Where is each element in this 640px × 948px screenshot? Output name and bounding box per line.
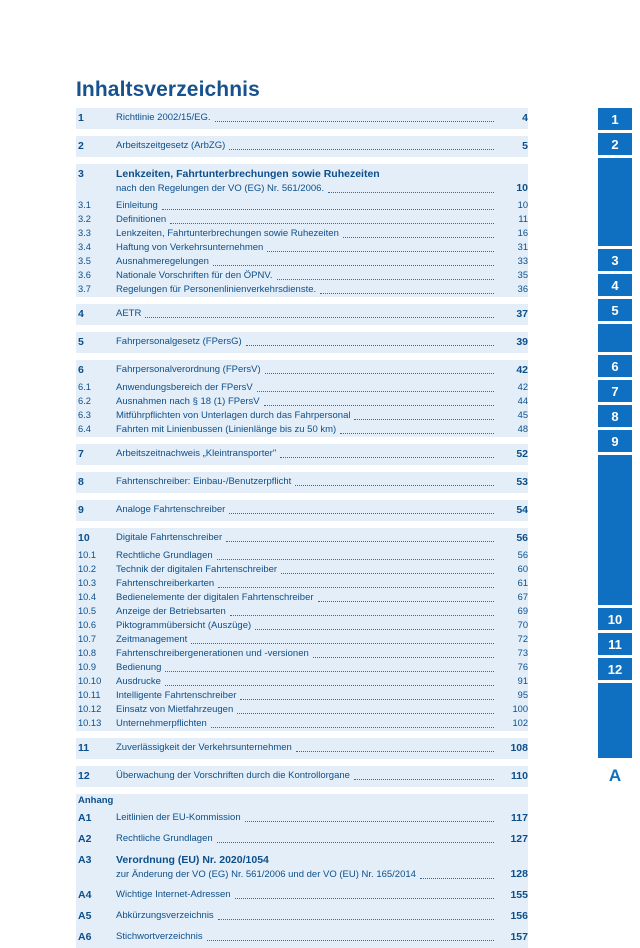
toc-title-line — [116, 199, 498, 213]
toc-title-line — [116, 605, 498, 619]
toc-title: Unternehmerpflichten — [116, 718, 207, 729]
toc-page-number: 52 — [516, 448, 528, 460]
toc-page-number: 110 — [511, 770, 528, 782]
toc-page-number: 100 — [512, 704, 528, 714]
toc-page-number: 16 — [517, 228, 528, 238]
toc-title-line — [116, 111, 498, 125]
toc-title-line — [116, 213, 498, 227]
toc-title: Anzeige der Betriebsarten — [116, 606, 226, 617]
leader-dots — [264, 405, 494, 406]
chapter-tab-9[interactable]: 9 — [598, 430, 632, 452]
toc-entry-9[interactable] — [76, 500, 528, 521]
toc-number: 3.4 — [78, 242, 91, 252]
toc-title-line — [116, 563, 498, 577]
leader-dots — [265, 373, 494, 374]
toc-entry-10-6[interactable] — [76, 619, 528, 633]
leader-dots — [207, 940, 494, 941]
page-title: Inhaltsverzeichnis — [76, 78, 260, 101]
toc-page-number: 72 — [517, 634, 528, 644]
toc-title-line — [116, 703, 498, 717]
spacer — [76, 437, 528, 444]
toc-entry-7[interactable] — [76, 444, 528, 465]
toc-number: 6 — [78, 364, 84, 376]
toc-title-line — [116, 930, 498, 944]
toc-title-line — [116, 853, 498, 882]
toc-title-line — [116, 335, 498, 349]
leader-dots — [215, 121, 494, 122]
toc-title: Definitionen — [116, 214, 167, 225]
toc-title: Arbeitszeitnachweis „Kleintransporter" — [116, 448, 277, 459]
leader-dots — [240, 699, 494, 700]
toc-page-number: 10 — [516, 182, 528, 194]
leader-dots — [340, 433, 494, 434]
toc-number: 10.13 — [78, 718, 102, 728]
toc-number: A6 — [78, 931, 92, 943]
leader-dots — [211, 727, 494, 728]
leader-dots — [245, 821, 494, 822]
leader-dots — [235, 898, 494, 899]
toc-title: Ausdrucke — [116, 676, 161, 687]
toc-page-number: 157 — [510, 931, 528, 943]
toc-entry-10-11[interactable] — [76, 689, 528, 703]
toc-title-line — [116, 888, 498, 902]
toc-page-number: 70 — [517, 620, 528, 630]
toc-title: Bedienung — [116, 662, 162, 673]
toc-page-number: 11 — [518, 214, 528, 224]
toc-title: Wichtige Internet-Adressen — [116, 889, 231, 900]
leader-dots — [191, 643, 494, 644]
toc-number: 3.1 — [78, 200, 91, 210]
toc-entry-11[interactable] — [76, 738, 528, 759]
toc-entry-10-12[interactable] — [76, 703, 528, 717]
toc-page-number: 54 — [516, 504, 528, 516]
toc-number: A5 — [78, 910, 92, 922]
leader-dots — [165, 685, 494, 686]
toc-entry-a3[interactable] — [76, 850, 528, 885]
toc-title: Richtlinie 2002/15/EG. — [116, 112, 211, 123]
chapter-tab-10[interactable]: 10 — [598, 608, 632, 630]
toc-page-number: 73 — [517, 648, 528, 658]
toc-title: Analoge Fahrtenschreiber — [116, 504, 226, 515]
toc-entry-a6[interactable] — [76, 927, 528, 948]
toc-number: 10.12 — [78, 704, 102, 714]
leader-dots — [218, 587, 494, 588]
leader-dots — [213, 265, 494, 266]
toc-title-line — [116, 283, 498, 297]
toc-number: 5 — [78, 336, 84, 348]
toc-entry-a1[interactable] — [76, 808, 528, 829]
toc-page-number: 108 — [510, 742, 528, 754]
toc-entry-10[interactable] — [76, 528, 528, 549]
toc-title: Regelungen für Personenlinienverkehrsdienste. — [116, 284, 317, 295]
leader-dots — [320, 293, 494, 294]
toc-page-number: 67 — [517, 592, 528, 602]
leader-dots — [296, 751, 494, 752]
chapter-tab-strip — [598, 108, 632, 794]
toc-number: 10.10 — [78, 676, 102, 686]
toc-entry-6-1[interactable] — [76, 381, 528, 395]
spacer — [76, 493, 528, 500]
toc-title: Lenkzeiten, Fahrtunterbrechungen sowie Ruhezeiten — [116, 168, 380, 180]
toc-number: 1 — [78, 112, 84, 124]
toc-title-line — [116, 531, 498, 545]
toc-title: Fahrtenschreiberkarten — [116, 578, 215, 589]
toc-title: Abkürzungsverzeichnis — [116, 910, 214, 921]
leader-dots — [343, 237, 494, 238]
toc-title: AETR — [116, 308, 142, 319]
spacer — [76, 353, 528, 360]
toc-title: Einsatz von Mietfahrzeugen — [116, 704, 234, 715]
toc-number: 10 — [78, 532, 90, 544]
toc-entry-10-2[interactable] — [76, 563, 528, 577]
toc-title-line — [116, 549, 498, 563]
toc-entry-10-1[interactable] — [76, 549, 528, 563]
leader-dots — [295, 485, 494, 486]
toc-number: 6.1 — [78, 382, 91, 392]
chapter-tab-12[interactable]: 12 — [598, 658, 632, 680]
toc-entry-10-9[interactable] — [76, 661, 528, 675]
appendix-section — [76, 794, 528, 948]
toc-title-line — [116, 577, 498, 591]
toc-entry-10-3[interactable] — [76, 577, 528, 591]
toc-page-number: 117 — [511, 812, 528, 824]
toc-number: 10.11 — [78, 690, 101, 700]
toc-entry-a5[interactable] — [76, 906, 528, 927]
toc-page-number: 128 — [510, 868, 528, 880]
toc-title-line — [116, 619, 498, 633]
toc-number: 3 — [78, 168, 84, 180]
chapter-tab-6[interactable]: 6 — [598, 355, 632, 377]
toc-title: Verordnung (EU) Nr. 2020/1054 — [116, 854, 269, 866]
toc-entry-a2[interactable] — [76, 829, 528, 850]
toc-title: Überwachung der Vorschriften durch die Kontrollorgane — [116, 770, 350, 781]
spacer — [76, 297, 528, 304]
toc-entry-10-10[interactable] — [76, 675, 528, 689]
chapter-tab-7[interactable]: 7 — [598, 380, 632, 402]
leader-dots — [237, 713, 494, 714]
leader-dots — [230, 615, 494, 616]
toc-number: 4 — [78, 308, 84, 320]
toc-title-line — [116, 811, 498, 825]
toc-title-line — [116, 475, 498, 489]
toc-number: 10.3 — [78, 578, 97, 588]
toc-title-line — [116, 717, 498, 731]
toc-entry-1[interactable] — [76, 108, 528, 129]
leader-dots — [217, 842, 494, 843]
toc-title: Fahrpersonalgesetz (FPersG) — [116, 336, 242, 347]
toc-number: 3.7 — [78, 284, 91, 294]
toc-title: Lenkzeiten, Fahrtunterbrechungen sowie Ruhezeiten — [116, 228, 339, 239]
toc-page-number: 39 — [516, 336, 528, 348]
toc-page-number: 10 — [517, 200, 528, 210]
toc-page-number: 155 — [510, 889, 528, 901]
leader-dots — [145, 317, 494, 318]
toc-page-number: 45 — [517, 410, 528, 420]
toc-entry-10-13[interactable] — [76, 717, 528, 731]
leader-dots — [255, 629, 494, 630]
toc-title-line — [116, 741, 498, 755]
toc-page-number: 31 — [517, 242, 528, 252]
toc-title: Fahrtenschreiber: Einbau-/Benutzerpflicht — [116, 476, 292, 487]
toc-entry-3-3[interactable] — [76, 227, 528, 241]
leader-dots — [313, 657, 494, 658]
toc-title-line — [116, 832, 498, 846]
toc-title-line — [116, 909, 498, 923]
leader-dots — [246, 345, 494, 346]
leader-dots — [354, 779, 494, 780]
toc-title-line — [116, 447, 498, 461]
toc-number: 3.6 — [78, 270, 91, 280]
spacer — [76, 731, 528, 738]
spacer — [76, 325, 528, 332]
toc-entry-3-1[interactable] — [76, 199, 528, 213]
toc-number: 8 — [78, 476, 84, 488]
toc-number: 3.3 — [78, 228, 91, 238]
chapter-tab-a[interactable]: A — [598, 761, 632, 791]
toc-title-line — [116, 139, 498, 153]
toc-title: Haftung von Verkehrsunternehmen — [116, 242, 264, 253]
toc-page-number: 61 — [517, 578, 528, 588]
toc-title-line — [116, 269, 498, 283]
toc-entry-3-4[interactable] — [76, 241, 528, 255]
toc-entry-12[interactable] — [76, 766, 528, 787]
toc-title-line — [116, 633, 498, 647]
chapter-tab-4[interactable]: 4 — [598, 274, 632, 296]
toc-number: 6.4 — [78, 424, 91, 434]
toc-entry-5[interactable] — [76, 332, 528, 353]
toc-title: Intelligente Fahrtenschreiber — [116, 690, 237, 701]
spacer — [76, 521, 528, 528]
chapter-tab-filler-2 — [598, 324, 632, 352]
toc-title-line — [116, 423, 498, 437]
toc-title-line — [116, 255, 498, 269]
toc-title-line — [116, 307, 498, 321]
leader-dots — [267, 251, 494, 252]
toc-title: Nationale Vorschriften für den ÖPNV. — [116, 270, 273, 281]
toc-page-number: 5 — [522, 140, 528, 152]
toc-entry-a4[interactable] — [76, 885, 528, 906]
leader-dots — [354, 419, 494, 420]
toc-title: Fahrpersonalverordnung (FPersV) — [116, 364, 261, 375]
toc-entry-10-7[interactable] — [76, 633, 528, 647]
leader-dots — [229, 149, 494, 150]
leader-dots — [229, 513, 494, 514]
toc-title-line — [116, 409, 498, 423]
toc-entry-6-3[interactable] — [76, 409, 528, 423]
toc-title: Zuverlässigkeit der Verkehrsunternehmen — [116, 742, 292, 753]
toc-entry-10-8[interactable] — [76, 647, 528, 661]
toc-title: Fahrten mit Linienbussen (Linienlänge bis zu 50 km) — [116, 424, 337, 435]
toc-entry-3-5[interactable] — [76, 255, 528, 269]
toc-title-line — [116, 227, 498, 241]
chapter-tab-1[interactable]: 1 — [598, 108, 632, 130]
toc-page-number: 95 — [517, 690, 528, 700]
chapter-tab-11[interactable]: 11 — [598, 633, 632, 655]
chapter-tab-filler-1 — [598, 158, 632, 246]
toc-number: 11 — [78, 742, 90, 754]
toc-entry-10-5[interactable] — [76, 605, 528, 619]
toc-title-line — [116, 241, 498, 255]
toc-title: Rechtliche Grundlagen — [116, 833, 213, 844]
toc-entry-6-2[interactable] — [76, 395, 528, 409]
toc-title-line — [116, 769, 498, 783]
toc-page-number: 36 — [517, 284, 528, 294]
toc-page-number: 56 — [517, 550, 528, 560]
toc-entry-10-4[interactable] — [76, 591, 528, 605]
toc-entry-6[interactable] — [76, 360, 528, 381]
spacer — [76, 129, 528, 136]
toc-number: 2 — [78, 140, 84, 152]
toc-page-number: 53 — [516, 476, 528, 488]
toc-page-number: 35 — [517, 270, 528, 280]
toc-entry-6-4[interactable] — [76, 423, 528, 437]
toc-title: Ausnahmeregelungen — [116, 256, 209, 267]
toc-title-line — [116, 591, 498, 605]
toc-title-line — [116, 381, 498, 395]
leader-dots — [281, 573, 494, 574]
spacer — [76, 787, 528, 794]
toc-page-number: 69 — [517, 606, 528, 616]
toc-title: Einleitung — [116, 200, 158, 211]
toc-number: 10.5 — [78, 606, 97, 616]
leader-dots — [162, 209, 494, 210]
toc-entry-3-6[interactable] — [76, 269, 528, 283]
toc-page-number: 91 — [517, 676, 528, 686]
toc-title: Fahrtenschreibergenerationen und -versionen — [116, 648, 309, 659]
toc-number: 10.9 — [78, 662, 97, 672]
toc-title: Mitführpflichten von Unterlagen durch das Fahrpersonal — [116, 410, 351, 421]
toc-title-line — [116, 661, 498, 675]
toc-page-number: 42 — [516, 364, 528, 376]
toc-number: 9 — [78, 504, 84, 516]
toc-page-number: 4 — [522, 112, 528, 124]
toc-title: Piktogrammübersicht (Auszüge) — [116, 620, 252, 631]
toc-title: Bedienelemente der digitalen Fahrtenschreiber — [116, 592, 314, 603]
chapter-tab-filler-3 — [598, 455, 632, 605]
leader-dots — [277, 279, 495, 280]
spacer — [76, 759, 528, 766]
toc-number: 10.7 — [78, 634, 97, 644]
leader-dots — [218, 919, 494, 920]
spacer — [76, 465, 528, 472]
toc-title-line — [116, 395, 498, 409]
chapter-tab-3[interactable]: 3 — [598, 249, 632, 271]
toc-title: Technik der digitalen Fahrtenschreiber — [116, 564, 278, 575]
toc-entry-8[interactable] — [76, 472, 528, 493]
toc-number: 10.6 — [78, 620, 97, 630]
toc-page-number: 156 — [510, 910, 528, 922]
leader-dots — [257, 391, 494, 392]
toc-number: 3.5 — [78, 256, 91, 266]
toc-page-number: 56 — [516, 532, 528, 544]
toc-title-cont: zur Änderung der VO (EG) Nr. 561/2006 und der VO (EU) Nr. 165/2014 — [116, 869, 416, 880]
toc-page-number: 44 — [517, 396, 528, 406]
toc-title: Anwendungsbereich der FPersV — [116, 382, 253, 393]
toc-number: 6.2 — [78, 396, 91, 406]
chapter-tab-5[interactable]: 5 — [598, 299, 632, 321]
toc-number: A1 — [78, 812, 92, 824]
toc-title-line — [116, 167, 498, 196]
toc-title-line — [116, 503, 498, 517]
toc-number: 10.8 — [78, 648, 97, 658]
toc-title: Rechtliche Grundlagen — [116, 550, 213, 561]
toc-entry-3[interactable] — [76, 164, 528, 199]
toc-number: A4 — [78, 889, 92, 901]
leader-dots — [420, 878, 494, 879]
leader-dots — [217, 559, 494, 560]
toc-number: 12 — [78, 770, 90, 782]
toc-title: Stichwortverzeichnis — [116, 931, 203, 942]
toc-title-cont: nach den Regelungen der VO (EG) Nr. 561/2006. — [116, 183, 325, 194]
toc-page-number: 60 — [517, 564, 528, 574]
toc-title: Leitlinien der EU-Kommission — [116, 812, 241, 823]
toc-entry-3-7[interactable] — [76, 283, 528, 297]
leader-dots — [318, 601, 494, 602]
toc-page-number: 42 — [517, 382, 528, 392]
toc-number: 10.1 — [78, 550, 97, 560]
toc-title: Digitale Fahrtenschreiber — [116, 532, 223, 543]
toc-title-line — [116, 689, 498, 703]
toc-entry-3-2[interactable] — [76, 213, 528, 227]
leader-dots — [170, 223, 494, 224]
toc-page-number: 33 — [517, 256, 528, 266]
leader-dots — [165, 671, 494, 672]
toc-number: A2 — [78, 833, 92, 845]
leader-dots — [226, 541, 494, 542]
toc-number: 7 — [78, 448, 84, 460]
chapter-tab-filler-4 — [598, 683, 632, 758]
toc-title: Arbeitszeitgesetz (ArbZG) — [116, 140, 226, 151]
toc-number: 10.2 — [78, 564, 97, 574]
leader-dots — [280, 457, 494, 458]
toc-title-line — [116, 675, 498, 689]
toc-entry-2[interactable] — [76, 136, 528, 157]
toc-number: 3.2 — [78, 214, 91, 224]
appendix-heading: Anhang — [78, 795, 114, 806]
toc-number: 10.4 — [78, 592, 97, 602]
toc-number: 6.3 — [78, 410, 91, 420]
toc-title-line — [116, 647, 498, 661]
toc-page-number: 102 — [512, 718, 528, 728]
chapter-tab-8[interactable]: 8 — [598, 405, 632, 427]
chapter-tab-2[interactable]: 2 — [598, 133, 632, 155]
toc-number: A3 — [78, 854, 92, 866]
toc-page-number: 127 — [510, 833, 528, 845]
spacer — [76, 157, 528, 164]
table-of-contents — [76, 108, 528, 948]
leader-dots — [328, 192, 494, 193]
toc-page-number: 48 — [517, 424, 528, 434]
toc-title-line — [116, 363, 498, 377]
toc-title: Zeitmanagement — [116, 634, 188, 645]
toc-page-number: 37 — [516, 308, 528, 320]
toc-page-number: 76 — [517, 662, 528, 672]
toc-title: Ausnahmen nach § 18 (1) FPersV — [116, 396, 260, 407]
toc-entry-4[interactable] — [76, 304, 528, 325]
